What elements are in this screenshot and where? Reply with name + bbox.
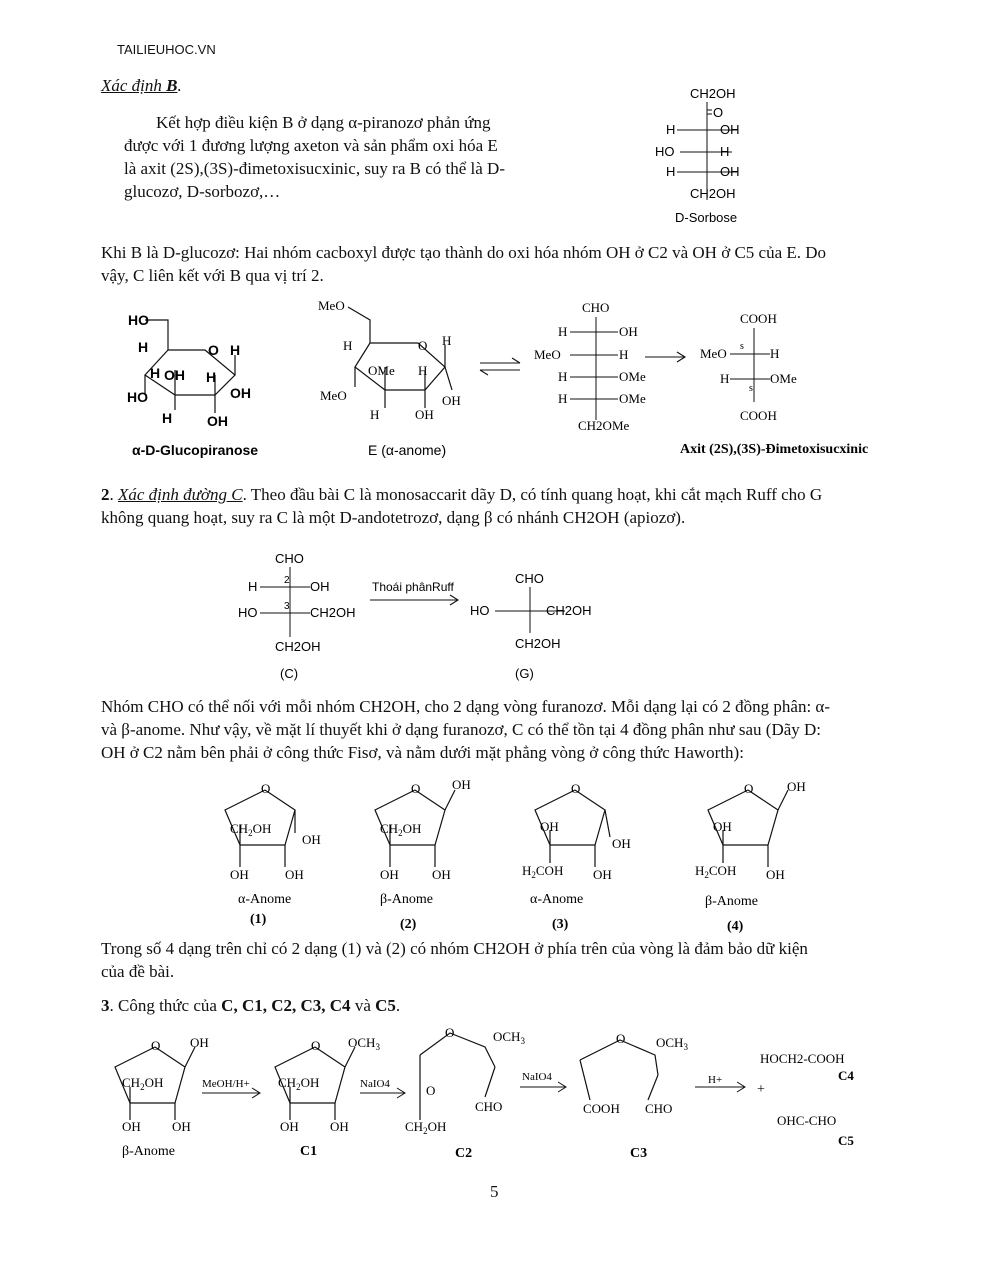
oxidation-arrow bbox=[645, 352, 685, 362]
sorbose-r1-left: H bbox=[666, 122, 676, 137]
c-r2-r: CH2OH bbox=[310, 605, 356, 620]
f-top: CHO bbox=[582, 300, 610, 315]
anomers bbox=[200, 775, 840, 935]
sorbose-structure bbox=[640, 82, 780, 232]
sorbose-r1-right: OH bbox=[720, 122, 740, 137]
svg-text:CH2OH: $CH_2OH$ bbox=[122, 1075, 164, 1092]
svg-text:OH: OH bbox=[122, 1119, 141, 1134]
section3-number: 3 bbox=[101, 996, 110, 1015]
section-b-intro bbox=[124, 111, 564, 203]
svg-text:OH: OH bbox=[280, 1119, 299, 1134]
s3-c3 bbox=[580, 1040, 658, 1100]
section2-number: 2 bbox=[101, 485, 110, 504]
section2-text bbox=[101, 483, 931, 529]
para-line: Khi B là D-glucozơ: Hai nhóm cacboxyl được tạo thành do oxi hóa nhóm OH ở C2 và OH ở C5 của E. Do bbox=[101, 243, 827, 262]
section3-prefix: Công thức của bbox=[118, 996, 222, 1015]
intro-line: là axit (2S),(3S)-đimetoxisucxinic, suy ra B có thể là D- bbox=[124, 159, 505, 178]
glc-h2: H bbox=[230, 342, 241, 358]
intro-line: Kết hợp điều kiện B ở dạng α-piranozơ phản ứng bbox=[156, 113, 491, 132]
svg-text:OH: OH bbox=[190, 1035, 209, 1050]
s3-c5: OHC-CHO bbox=[777, 1113, 837, 1128]
s3-c4: HOCH2-COOH bbox=[760, 1051, 845, 1066]
sorbose-r3-left: H bbox=[666, 164, 676, 179]
svg-text:OCH3: $OCH_3$ bbox=[348, 1035, 380, 1052]
f-r1-r: OH bbox=[619, 324, 638, 339]
svg-text:CH2OH: $CH_2OH$ bbox=[405, 1119, 447, 1136]
svg-text:CHO: CHO bbox=[645, 1101, 673, 1116]
s3-plus: + bbox=[757, 1082, 765, 1097]
page-number: 5 bbox=[490, 1182, 499, 1201]
glc-ho2: HO bbox=[127, 389, 148, 405]
e-ome: OMe bbox=[368, 363, 395, 378]
f-bottom: CH2OMe bbox=[578, 418, 630, 433]
section3-and: và bbox=[350, 996, 376, 1015]
svg-text:OH: OH bbox=[612, 836, 631, 851]
c-n3: 3 bbox=[284, 601, 290, 612]
acid-r1-r: H bbox=[770, 346, 780, 361]
s3-reagent-2: NaIO4 bbox=[360, 1078, 390, 1090]
svg-text:OH: OH bbox=[766, 867, 785, 882]
e-h2: H bbox=[442, 333, 452, 348]
section3-last: C5 bbox=[375, 996, 396, 1015]
e-fischer bbox=[534, 300, 646, 433]
svg-text:CH2OH: $CH_2OH$ bbox=[230, 821, 272, 838]
glc-h4: H bbox=[206, 369, 217, 385]
s3-label-c3: C3 bbox=[630, 1146, 648, 1161]
g-left: HO bbox=[470, 603, 490, 618]
furanose-line: và β-anome. Như vậy, về mặt lí thuyết khi ở dạng furanozơ, C có thể tồn tại 4 đồng phân như sau (Dãy D: bbox=[101, 720, 822, 739]
f-r3-l: H bbox=[558, 369, 568, 384]
section-b-para2 bbox=[101, 241, 931, 287]
svg-text:OH: OH bbox=[285, 867, 304, 882]
svg-text:CHO: CHO bbox=[475, 1099, 503, 1114]
glc-o: O bbox=[208, 342, 219, 358]
c-structure bbox=[238, 551, 356, 681]
g-bottom: CH2OH bbox=[515, 636, 561, 651]
c-r2-l: HO bbox=[238, 605, 258, 620]
s3-arrow-3 bbox=[520, 1082, 566, 1092]
glc-ho: HO bbox=[128, 312, 149, 328]
svg-text:O: O bbox=[571, 781, 581, 796]
glc-oh3: OH bbox=[207, 413, 228, 429]
acid-r2-l: H bbox=[720, 371, 730, 386]
furanose-para bbox=[101, 695, 936, 764]
anomer-1-num: (1) bbox=[250, 912, 267, 927]
glc-caption: α-D-Glucopiranose bbox=[132, 442, 259, 458]
glc-h1: H bbox=[138, 339, 149, 355]
anomer-4-num: (4) bbox=[727, 919, 744, 934]
f-r1-l: H bbox=[558, 324, 568, 339]
svg-text:O: O bbox=[151, 1038, 161, 1053]
e-meo1: MeO bbox=[318, 298, 345, 313]
svg-text:OH: OH bbox=[540, 819, 559, 834]
conclusion-line: của đề bài. bbox=[101, 962, 175, 981]
heading-text: Xác định bbox=[101, 76, 167, 95]
svg-text:O: O bbox=[616, 1031, 626, 1046]
section3-heading: 3. Công thức của C, C1, C2, C3, C4 và C5. bbox=[101, 996, 401, 1015]
c-r1-r: OH bbox=[310, 579, 330, 594]
s3-reagent-1: MeOH/H+ bbox=[202, 1078, 250, 1090]
glucose-scheme bbox=[100, 295, 900, 470]
f-r4-r: OMe bbox=[619, 391, 646, 406]
section2-title: Xác định đường C bbox=[118, 485, 243, 504]
s3-c5-label: C5 bbox=[838, 1133, 854, 1148]
conclusion-line: Trong số 4 dạng trên chỉ có 2 dạng (1) và (2) có nhóm CH2OH ở phía trên của vòng là đảm bảo dữ kiện bbox=[101, 939, 808, 958]
svg-text:OH: OH bbox=[787, 779, 806, 794]
glc-oh2: OH bbox=[230, 385, 251, 401]
s3-reagent-3: NaIO4 bbox=[522, 1071, 552, 1083]
sorbose-bottom: CH2OH bbox=[690, 186, 736, 201]
glc-h5: H bbox=[162, 410, 173, 426]
intro-line: glucozơ, D-sorbozơ,… bbox=[124, 182, 281, 201]
section2-line-text: Theo đầu bài C là monosaccarit dãy D, có tính quang hoạt, khi cắt mạch Ruff cho G bbox=[250, 485, 823, 504]
conclusion bbox=[101, 937, 936, 983]
section-b-heading bbox=[101, 74, 182, 97]
svg-text:OH: OH bbox=[452, 777, 471, 792]
section2-line1: 2. Xác định đường C. Theo đầu bài C là monosaccarit dãy D, có tính quang hoạt, khi cắt mạch Ruff cho G bbox=[101, 485, 823, 504]
c-r1-l: H bbox=[248, 579, 258, 594]
sorbose-r3-right: OH bbox=[720, 164, 740, 179]
anomer-2-num: (2) bbox=[400, 917, 417, 932]
svg-text:OH: OH bbox=[593, 867, 612, 882]
heading-bold: B bbox=[166, 76, 178, 95]
anomer-4-name: β-Anome bbox=[705, 894, 758, 909]
equilibrium-arrow bbox=[480, 358, 520, 375]
s3-label-c1: C1 bbox=[300, 1144, 318, 1159]
anomer-1-name: α-Anome bbox=[238, 892, 292, 907]
e-h4: H bbox=[370, 407, 380, 422]
sorbose-top: CH2OH bbox=[690, 86, 736, 101]
s3-c4-label: C4 bbox=[838, 1068, 854, 1083]
svg-text:O: O bbox=[426, 1083, 436, 1098]
glc-h3: H bbox=[150, 365, 161, 381]
c-label: (C) bbox=[280, 666, 299, 681]
f-r3-r: OMe bbox=[619, 369, 646, 384]
acid-r1-l: MeO bbox=[700, 346, 727, 361]
svg-text:O: O bbox=[445, 1025, 455, 1040]
f-r4-l: H bbox=[558, 391, 568, 406]
intro-line: được với 1 đương lượng axeton và sản phẩm oxi hóa E bbox=[124, 136, 498, 155]
sorbose-co: O bbox=[713, 105, 724, 120]
furanose-line: Nhóm CHO có thể nối với mỗi nhóm CH2OH, cho 2 dạng vòng furanozơ. Mỗi dạng lại có 2 đồng phân: α- bbox=[101, 697, 830, 716]
e-o: O bbox=[418, 338, 428, 353]
g-structure bbox=[470, 571, 592, 681]
svg-text:OH: OH bbox=[380, 867, 399, 882]
e-structure bbox=[348, 307, 452, 408]
acid-s2: s bbox=[749, 383, 753, 394]
e-h1: H bbox=[343, 338, 353, 353]
svg-text:OH: OH bbox=[330, 1119, 349, 1134]
section3-bold: C, C1, C2, C3, C4 bbox=[221, 996, 351, 1015]
g-label: (G) bbox=[515, 666, 534, 681]
heading-suffix: . bbox=[177, 76, 182, 95]
svg-text:OH: OH bbox=[713, 819, 732, 834]
e-oh1: OH bbox=[415, 407, 434, 422]
svg-text:OH: OH bbox=[172, 1119, 191, 1134]
e-meo2: MeO bbox=[320, 388, 347, 403]
svg-text:O: O bbox=[261, 781, 271, 796]
sorbose-caption: D-Sorbose bbox=[675, 210, 738, 225]
ruff-arrow bbox=[370, 595, 458, 605]
s3-label-beta: β-Anome bbox=[122, 1144, 175, 1159]
g-top: CHO bbox=[515, 571, 544, 586]
acid-s1: s bbox=[740, 341, 744, 352]
glc-oh1: OH bbox=[164, 367, 185, 383]
svg-text:OCH3: $OCH_3$ bbox=[493, 1029, 525, 1046]
c-top: CHO bbox=[275, 551, 304, 566]
acid-bottom: COOH bbox=[740, 408, 777, 423]
sorbose-r2-left: HO bbox=[655, 144, 675, 159]
svg-text:O: O bbox=[311, 1038, 321, 1053]
svg-text:CH2OH: $CH_2OH$ bbox=[278, 1075, 320, 1092]
section2-line2: không quang hoạt, suy ra C là một D-andotetrozơ, dạng β có nhánh CH2OH (apiozơ). bbox=[101, 508, 686, 527]
svg-text:CH2OH: $CH_2OH$ bbox=[380, 821, 422, 838]
svg-text:COOH: COOH bbox=[583, 1101, 620, 1116]
acid-structure bbox=[700, 311, 797, 423]
svg-text:OH: OH bbox=[230, 867, 249, 882]
f-r2-r: H bbox=[619, 347, 629, 362]
furanose-line: OH ở C2 nằm bên phải ở công thức Fisơ, và nằm dưới mặt phẳng vòng ở công thức Haworth): bbox=[101, 743, 744, 762]
section3-scheme bbox=[100, 1025, 900, 1165]
svg-text:H2COH: $H_2COH$ bbox=[522, 863, 564, 880]
svg-text:H2COH: $H_2COH$ bbox=[695, 863, 737, 880]
c-n2: 2 bbox=[284, 575, 290, 586]
svg-text:OCH3: $OCH_3$ bbox=[656, 1035, 688, 1052]
acid-r2-r: OMe bbox=[770, 371, 797, 386]
e-h3: H bbox=[418, 363, 428, 378]
anomer-3-name: α-Anome bbox=[530, 892, 584, 907]
s3-label-c2: C2 bbox=[455, 1146, 473, 1161]
svg-text:O: O bbox=[411, 781, 421, 796]
svg-text:O: O bbox=[744, 781, 754, 796]
s3-reagent-4: H+ bbox=[708, 1074, 723, 1086]
anomer-3-num: (3) bbox=[552, 917, 569, 932]
anomer-2-name: β-Anome bbox=[380, 892, 433, 907]
para-line: vậy, C liên kết với B qua vị trí 2. bbox=[101, 266, 324, 285]
e-oh2: OH bbox=[442, 393, 461, 408]
acid-top: COOH bbox=[740, 311, 777, 326]
sorbose-r2-right: H bbox=[720, 144, 730, 159]
site-header: TAILIEUHOC.VN bbox=[117, 42, 216, 57]
ruff-arrow-label: Thoái phânRuff bbox=[372, 580, 454, 594]
svg-text:OH: OH bbox=[302, 832, 321, 847]
svg-text:OH: OH bbox=[432, 867, 451, 882]
ruff-scheme bbox=[230, 545, 630, 685]
g-right: CH2OH bbox=[546, 603, 592, 618]
acid-caption: Axit (2S),(3S)-Đimetoxisucxinic bbox=[680, 442, 869, 457]
e-caption: E (α-anome) bbox=[368, 442, 447, 458]
f-r2-l: MeO bbox=[534, 347, 561, 362]
c-bottom: CH2OH bbox=[275, 639, 321, 654]
